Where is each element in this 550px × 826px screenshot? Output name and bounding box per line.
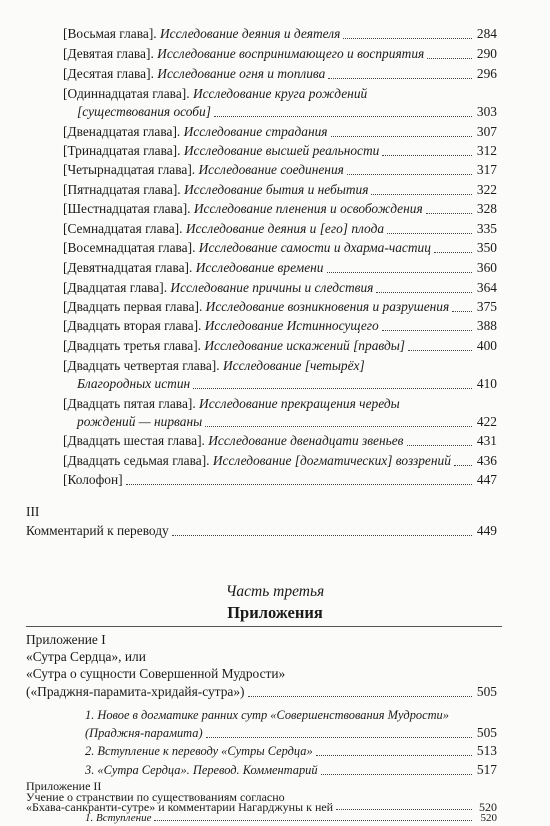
chapter-title: Исследование [догматических] воззрений (212, 453, 451, 468)
toc-entry-chapter-10 (63, 66, 497, 82)
dot-leader (327, 271, 472, 273)
page-number: 335 (476, 221, 497, 236)
toc-entry-chapter-13 (63, 143, 497, 159)
page-number: 431 (476, 433, 497, 448)
toc-entry-chapter-20 (63, 280, 497, 296)
chapter-title: Исследование искажений [правды] (204, 338, 406, 353)
chapter-title: Исследование [четырёх] (222, 358, 365, 373)
dot-leader (126, 483, 472, 485)
toc-entry-chapter-12 (63, 124, 497, 140)
toc-entry-chapter-24-line2 (77, 376, 497, 392)
chapter-title: Исследование страдания (183, 124, 328, 139)
toc-entry-chapter-24-line1 (63, 358, 365, 374)
dot-leader (154, 819, 472, 821)
chapter-label: [Девятнадцатая глава]. (63, 260, 196, 275)
chapter-title: Исследование высшей реальности (183, 143, 380, 158)
page-number: 364 (476, 280, 497, 295)
section-numeral: III (26, 504, 40, 519)
chapter-title: Исследование времени (195, 260, 324, 275)
toc-entry-chapter-25-line1 (63, 396, 400, 412)
appendix-1-title-line: («Праджня-парамита-хридайя-сутра») (26, 684, 245, 699)
page-number: 388 (476, 318, 497, 333)
chapter-title: Исследование прекращения череды (199, 396, 400, 411)
chapter-label: [Восьмая глава]. (63, 26, 160, 41)
page-number: 307 (476, 124, 497, 139)
page-number: 322 (476, 182, 497, 197)
chapter-title: Исследование Истинносущего (204, 318, 379, 333)
dot-leader (382, 154, 472, 156)
page-number: 317 (476, 162, 497, 177)
dot-leader (172, 534, 472, 536)
toc-entry-chapter-11-line2 (77, 104, 497, 120)
appendix-1-item-1-line1: 1. Новое в догматике ранних сутр «Совершенствования Мудрости» (85, 708, 449, 722)
dot-leader (427, 57, 472, 59)
dot-leader (248, 695, 473, 697)
dot-leader (376, 291, 472, 293)
toc-entry-chapter-26 (63, 433, 497, 449)
toc-entry-appendix-1-item-1 (85, 725, 497, 741)
chapter-label: [Двадцать вторая глава]. (63, 318, 205, 333)
dot-leader (426, 212, 472, 214)
chapter-label: [Двадцатая глава]. (63, 280, 171, 295)
page-number: 312 (476, 143, 497, 158)
chapter-title: Исследование воспринимающего и восприятия (157, 46, 425, 61)
toc-entry-chapter-23 (63, 338, 497, 354)
dot-leader (408, 349, 472, 351)
chapter-title-continued: [существования особи] (77, 104, 211, 119)
appendix-1-title-line: «Сутра о сущности Совершенной Мудрости» (26, 666, 286, 681)
appendix-2-title-line: «Бхава-санкранти-сутре» и комментарии Нагарджуны к ней (26, 800, 334, 814)
item-title: 3. «Сутра Сердца». Перевод. Комментарий (85, 763, 318, 777)
appendix-2-title-line: Учение о странствии по существованиям согласно (26, 790, 285, 804)
toc-entry-chapter-11-line1 (63, 86, 367, 102)
toc-entry-chapter-14 (63, 162, 497, 178)
item-title: 2. Вступление к переводу «Сутры Сердца» (85, 744, 313, 758)
chapter-label: [Восемнадцатая глава]. (63, 240, 199, 255)
chapter-label: [Двадцать седьмая глава]. (63, 453, 213, 468)
page-number: 520 (479, 800, 497, 814)
dot-leader (321, 773, 472, 775)
dot-leader (336, 808, 472, 810)
toc-entry-chapter-16 (63, 201, 497, 217)
page-number: 290 (476, 46, 497, 61)
toc-entry-chapter-8 (63, 26, 497, 42)
part-title: Приложения (227, 603, 323, 622)
page-number: 449 (476, 523, 497, 538)
dot-leader (387, 232, 472, 234)
chapter-title: Исследование самости и дхарма-частиц (198, 240, 431, 255)
chapter-label: [Двадцать четвертая глава]. (63, 358, 223, 373)
chapter-title: Исследование двенадцати звеньев (208, 433, 404, 448)
page-number: 328 (476, 201, 497, 216)
chapter-label: [Двенадцатая глава]. (63, 124, 184, 139)
appendix-1-title-line: «Сутра Сердца», или (26, 649, 146, 664)
divider (26, 626, 502, 627)
chapter-label: [Семнадцатая глава]. (63, 221, 186, 236)
chapter-label: [Тринадцатая глава]. (63, 143, 184, 158)
toc-entry-chapter-21 (63, 299, 497, 315)
page-number: 513 (476, 743, 497, 758)
page-number: 505 (476, 725, 497, 740)
chapter-label: [Шестнадцатая глава]. (63, 201, 194, 216)
chapter-title: Исследование соединения (198, 162, 344, 177)
page-number: 375 (476, 299, 497, 314)
chapter-title: Исследование бытия и небытия (183, 182, 369, 197)
page-number: 447 (476, 472, 497, 487)
dot-leader (331, 135, 472, 137)
dot-leader (434, 251, 472, 253)
item-title: 1. Вступление (85, 812, 152, 824)
dot-leader (407, 444, 473, 446)
page-number: 520 (480, 812, 497, 824)
dot-leader (193, 387, 472, 389)
chapter-label: [Двадцать третья глава]. (63, 338, 205, 353)
dot-leader (347, 173, 472, 175)
toc-entry-chapter-17 (63, 221, 497, 237)
page-number: 436 (476, 453, 497, 468)
chapter-label: [Одиннадцатая глава]. (63, 86, 193, 101)
toc-entry-chapter-25-line2 (77, 414, 497, 430)
page-number: 505 (476, 684, 497, 699)
dot-leader (454, 464, 472, 466)
page-number: 410 (476, 376, 497, 391)
dot-leader (382, 329, 472, 331)
chapter-title: Исследование огня и топлива (157, 66, 326, 81)
page-number: 360 (476, 260, 497, 275)
chapter-label: [Двадцать первая глава]. (63, 299, 206, 314)
toc-entry-chapter-22 (63, 318, 497, 334)
toc-entry-chapter-19 (63, 260, 497, 276)
item-title-continued: (Праджня-парамита) (85, 726, 203, 740)
page-number: 296 (476, 66, 497, 81)
chapter-title-continued: рождений — нирваны (77, 414, 203, 429)
chapter-title: Исследование круга рождений (192, 86, 368, 101)
toc-entry-chapter-15 (63, 182, 497, 198)
dot-leader (214, 115, 472, 117)
chapter-label: [Девятая глава]. (63, 46, 158, 61)
page-number: 303 (476, 104, 497, 119)
toc-entry-appendix-1-item-3 (85, 762, 497, 778)
part-heading: Часть третья (225, 583, 325, 600)
page-number: 422 (476, 414, 497, 429)
toc-entry-chapter-27 (63, 453, 497, 469)
chapter-label: [Колофон] (63, 472, 123, 487)
chapter-title: Исследование деяния и деятеля (159, 26, 341, 41)
chapter-label: [Десятая глава]. (63, 66, 158, 81)
appendix-1-label: Приложение I (26, 632, 106, 647)
toc-entry-appendix-1-item-2 (85, 743, 497, 759)
toc-entry-chapter-18 (63, 240, 497, 256)
section-title: Комментарий к переводу (26, 523, 169, 538)
toc-entry-commentary (26, 523, 497, 539)
dot-leader (316, 754, 472, 756)
toc-entry-appendix-2-item-1 (85, 812, 497, 824)
dot-leader (206, 736, 472, 738)
chapter-label: [Пятнадцатая глава]. (63, 182, 184, 197)
appendix-2-label: Приложение II (26, 779, 102, 793)
chapter-title-continued: Благородных истин (77, 376, 191, 391)
dot-leader (343, 37, 472, 39)
page-number: 350 (476, 240, 497, 255)
page-number: 284 (476, 26, 497, 41)
dot-leader (371, 193, 472, 195)
chapter-title: Исследование пленения и освобождения (193, 201, 423, 216)
dot-leader (328, 77, 472, 79)
chapter-title: Исследование причины и следствия (170, 280, 374, 295)
toc-entry-appendix-1 (26, 684, 497, 700)
chapter-title: Исследование возникновения и разрушения (205, 299, 450, 314)
chapter-label: [Четырнадцатая глава]. (63, 162, 199, 177)
chapter-label: [Двадцать шестая глава]. (63, 433, 209, 448)
toc-entry-chapter-9 (63, 46, 497, 62)
toc-entry-colophon (63, 472, 497, 488)
chapter-title: Исследование деяния и [его] плода (185, 221, 385, 236)
dot-leader (205, 425, 472, 427)
chapter-label: [Двадцать пятая глава]. (63, 396, 200, 411)
page-number: 400 (476, 338, 497, 353)
dot-leader (452, 310, 472, 312)
page-number: 517 (476, 762, 497, 777)
